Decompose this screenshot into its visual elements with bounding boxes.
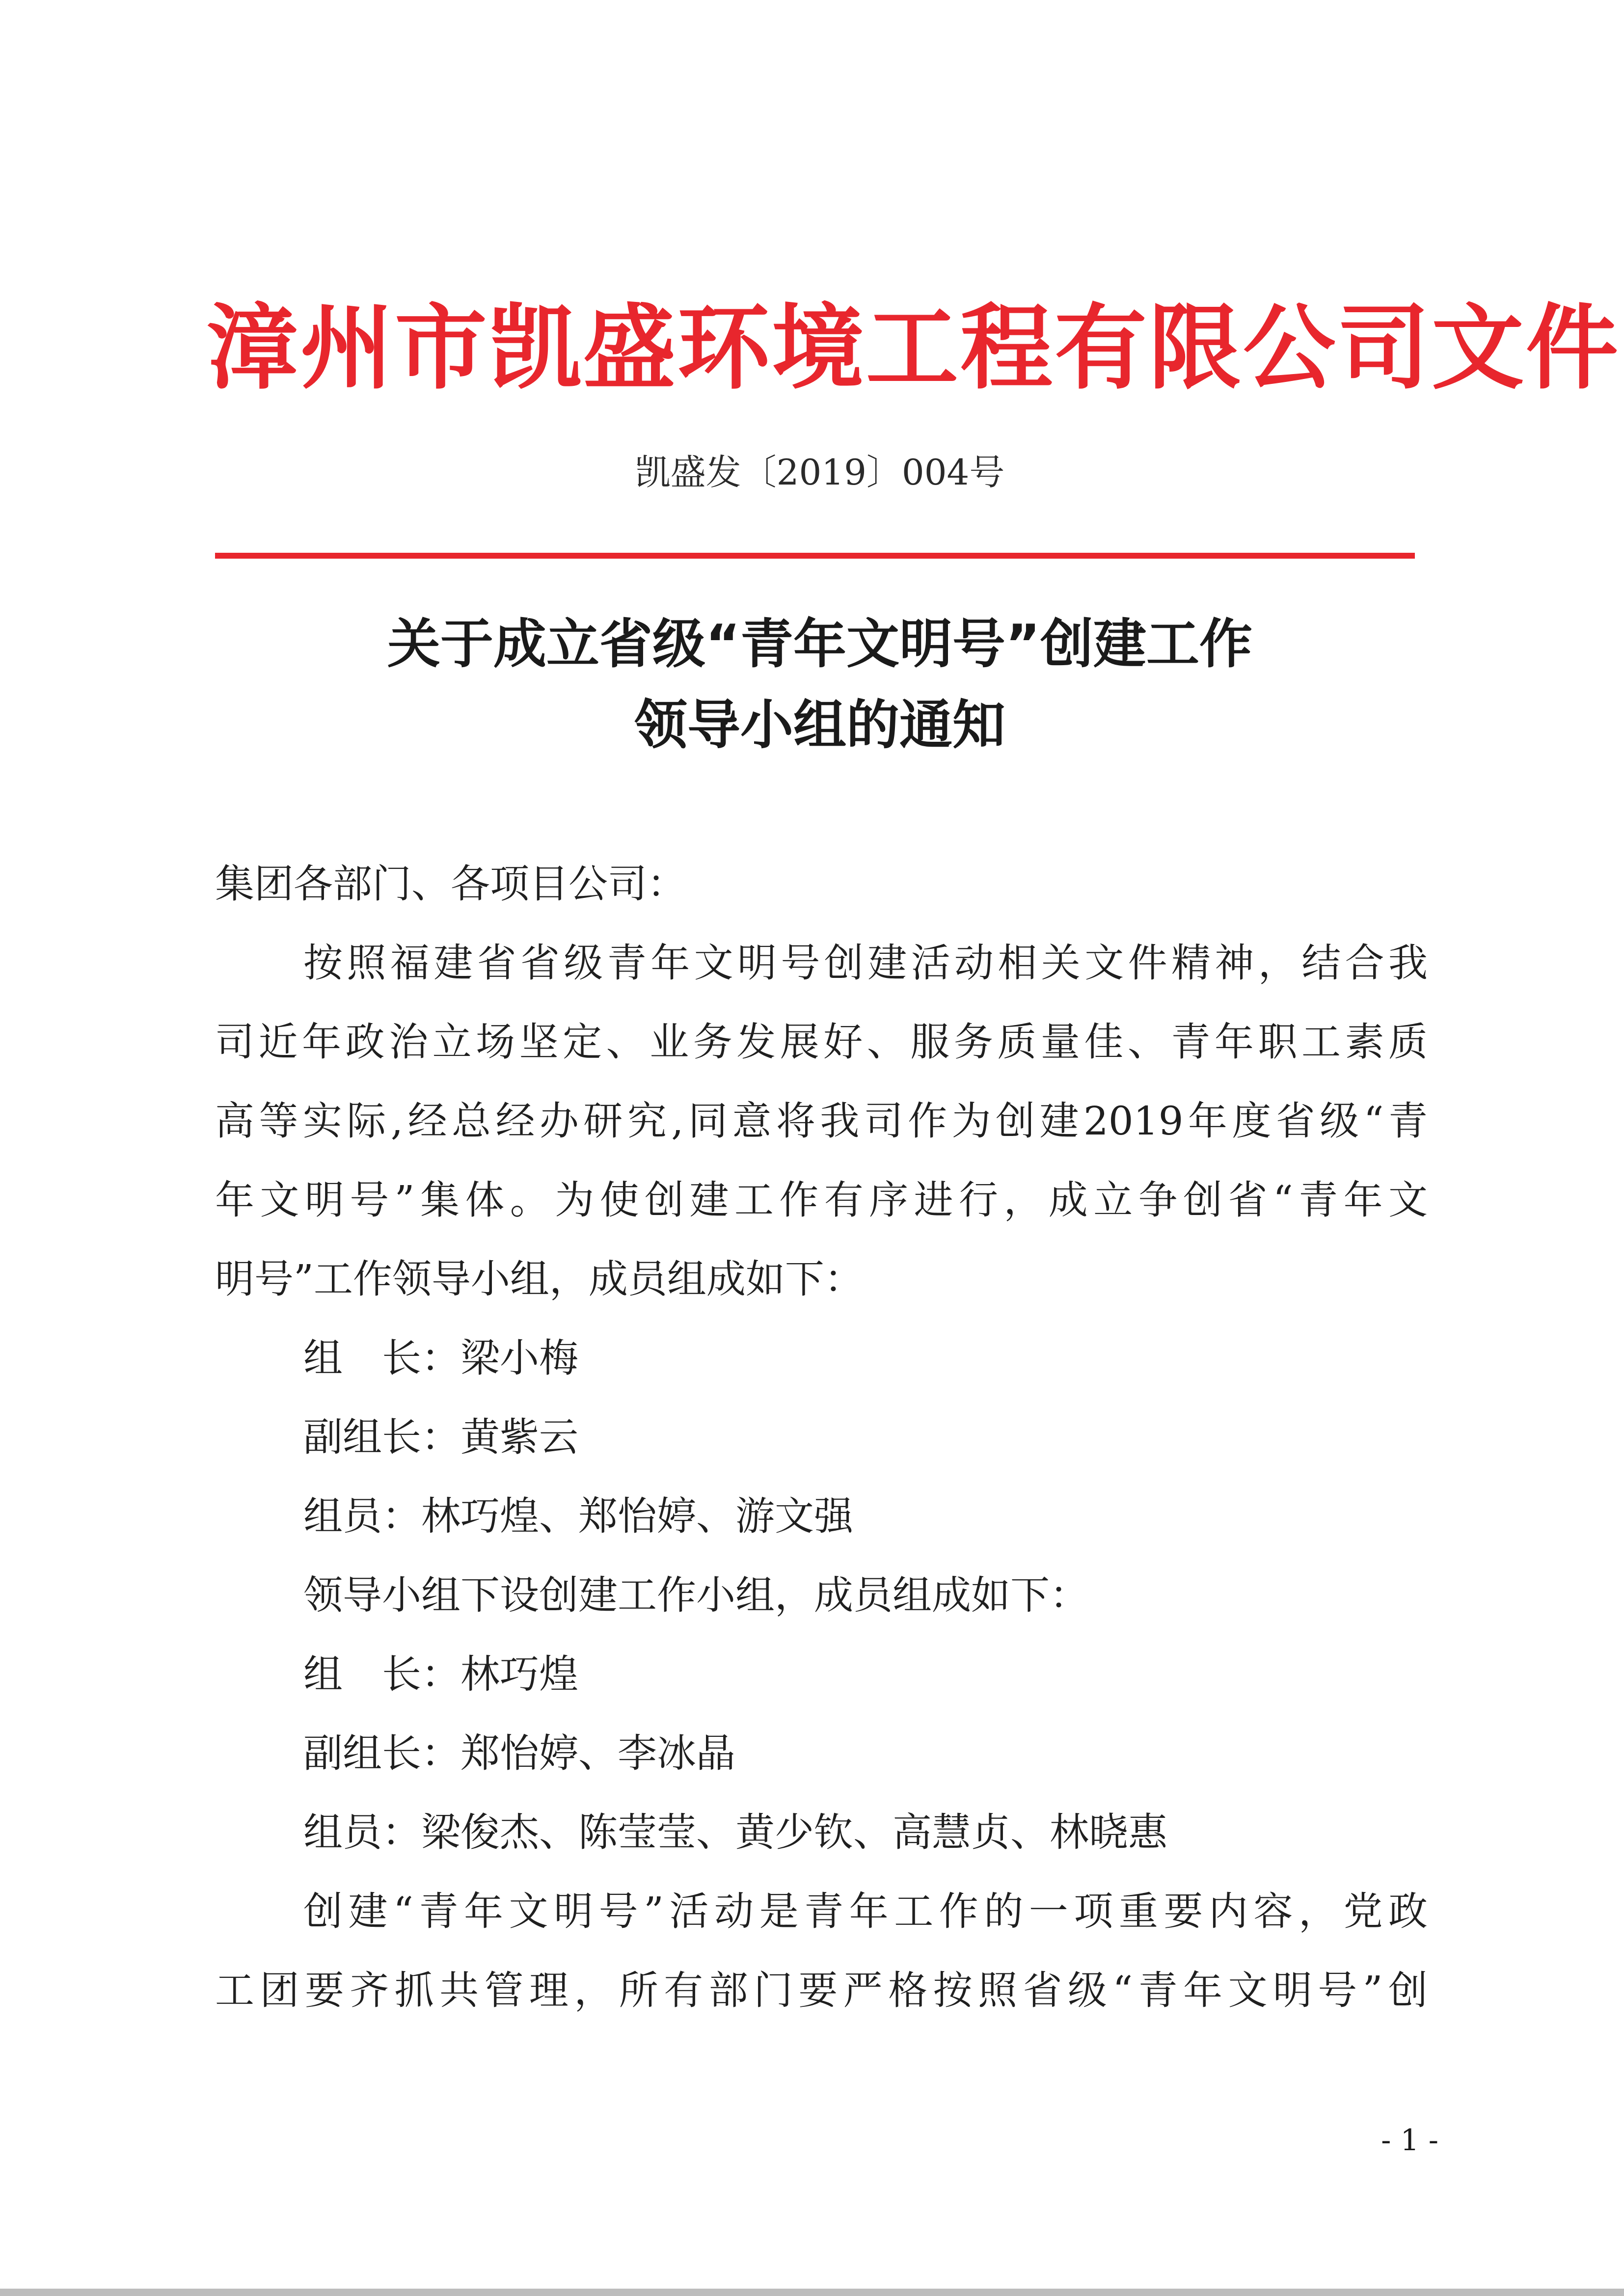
work-group-members: 组员：梁俊杰、陈莹莹、黄少钦、高慧贞、林晓惠 [303, 1810, 1167, 1855]
work-group-leader: 组 长：林巧煌 [303, 1651, 578, 1697]
leader-group-members: 组员：林巧煌、郑怡婷、游文强 [303, 1493, 853, 1539]
subgroup-intro: 领导小组下设创建工作小组，成员组成如下： [303, 1572, 1089, 1618]
para2-line: 创建“青年文明号”活动是青年工作的一项重要内容，党政 [303, 1889, 1428, 1934]
document-number: 凯盛发〔2019〕004号 [635, 452, 1005, 493]
para1-line: 按照福建省省级青年文明号创建活动相关文件精神，结合我 [303, 940, 1428, 986]
notice-title-line-2: 领导小组的通知 [634, 695, 1005, 756]
salutation: 集团各部门、各项目公司： [215, 861, 686, 907]
page-number: - 1 - [1381, 2123, 1438, 2158]
work-group-deputy: 副组长：郑怡婷、李冰晶 [303, 1730, 735, 1776]
scan-bottom-edge [0, 2289, 1624, 2296]
para1-line: 年文明号”集体。为使创建工作有序进行，成立争创省“青年文 [215, 1177, 1428, 1223]
para1-line: 高等实际,经总经办研究,同意将我司作为创建2019年度省级“青 [215, 1098, 1428, 1144]
notice-title [206, 604, 1434, 766]
notice-title-line-1: 关于成立省级“青年文明号”创建工作 [387, 614, 1252, 675]
para2-line: 工团要齐抓共管理，所有部门要严格按照省级“青年文明号”创 [215, 1968, 1428, 2013]
notice-body [215, 844, 1428, 2030]
para1-line: 司近年政治立场坚定、业务发展好、服务质量佳、青年职工素质 [215, 1019, 1428, 1065]
leader-group-deputy: 副组长：黄紫云 [303, 1414, 578, 1460]
org-header-title: 漳州市凯盛环境工程有限公司文件 [206, 295, 1620, 402]
red-divider-line [215, 553, 1415, 559]
para1-line: 明号”工作领导小组，成员组成如下： [215, 1256, 864, 1302]
leader-group-leader: 组 长：梁小梅 [303, 1335, 578, 1381]
